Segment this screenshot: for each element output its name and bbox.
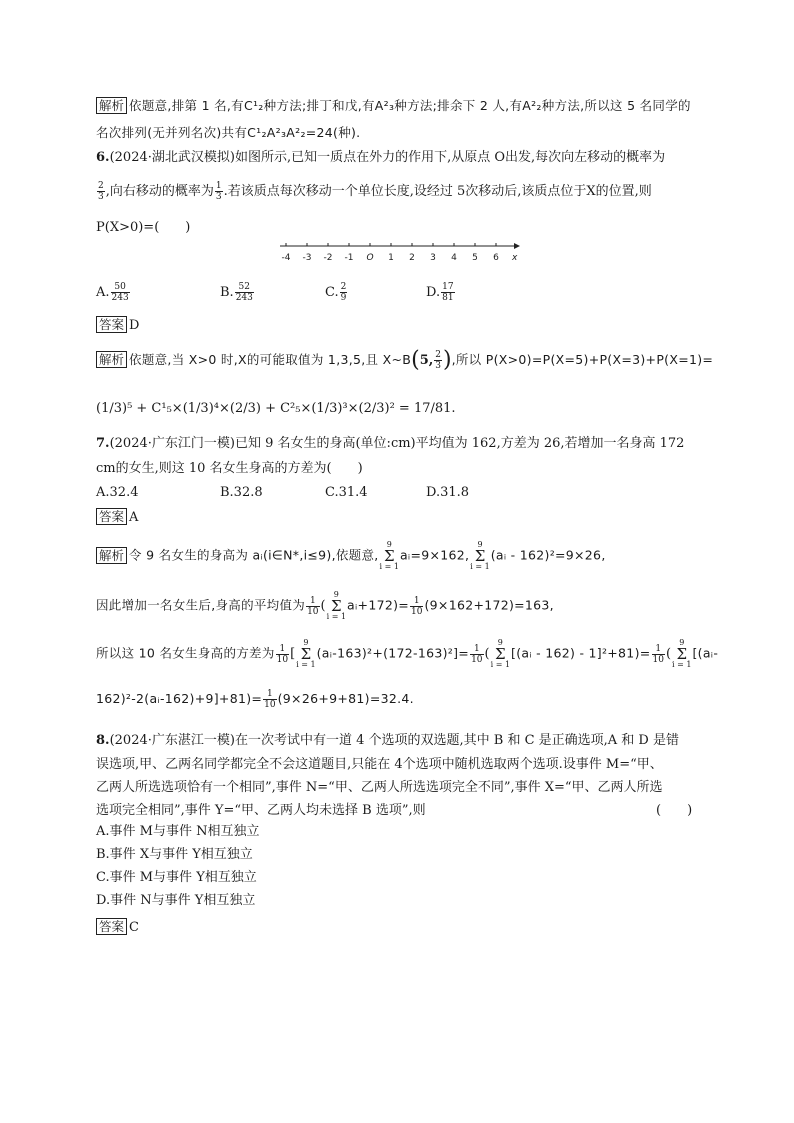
q7-source: (2024·广东江门一模): [109, 436, 235, 451]
q8-option: D.事件 N与事件 Y相互独立: [96, 893, 256, 908]
q7-stem-line1: 7.(2024·广东江门一模)已知 9 名女生的身高(单位:cm)平均值为 162,方差为 26,若增加一名身高 172: [96, 436, 685, 451]
solution-tag: 解析: [96, 97, 127, 114]
q7-answer-value: A: [129, 510, 139, 525]
number-line-figure: [276, 240, 526, 270]
tick-label: -4: [281, 253, 291, 263]
number-line-svg: [276, 240, 526, 270]
solution-tag: 解析: [96, 351, 127, 368]
q8-answer-value: C: [129, 920, 139, 935]
q8-answer-bracket: ( ): [656, 803, 693, 818]
q7-stem-line2: cm的女生,则这 10 名女生身高的方差为( ): [96, 461, 363, 476]
sum-symbol: 9 Σ i = 1: [490, 638, 511, 669]
q6-source: (2024·湖北武汉模拟): [109, 150, 235, 165]
tick-label: 5: [472, 253, 478, 263]
q6-option: D. $\frac{17}{81}$: [426, 282, 454, 303]
q8-stem-line2: 误选项,甲、乙两名同学都完全不会这道题目,只能在 4个选项中随机选取两个选项.设事件 M=“甲、: [96, 757, 663, 772]
sum-symbol: 9 Σ i = 1: [296, 638, 316, 669]
q8-source: (2024·广东湛江一模): [109, 733, 235, 748]
q5-solution-line1: 解析 依题意,排第 1 名,有C¹₂种方法;排丁和戊,有A²₃种方法;排余下 2 人,有A²₂种方法,所以这 5 名同学的: [96, 97, 691, 116]
sum-symbol: 9 Σ i = 1: [379, 540, 399, 571]
q8-stem-line4: 选项完全相同”,事件 Y=“甲、乙两人均未选择 B 选项”,则: [96, 803, 426, 818]
tick-label: -2: [323, 253, 333, 263]
answer-tag: 答案: [96, 508, 127, 525]
fraction: $\frac{2}{3}$: [98, 181, 104, 202]
q6-option: A. $\frac{50}{243}$: [96, 282, 129, 303]
q6-stem-line3: P(X>0)=( ): [96, 220, 191, 235]
q8-option: B.事件 X与事件 Y相互独立: [96, 847, 253, 862]
q6-solution-line1: 解析 依题意,当 X>0 时,X的可能取值为 1,3,5,且 X~B(5, $\frac{2}{3}$ ),所以 P(X>0)=P(X=5)+P(X=3)+P(X=1)=: [96, 350, 713, 371]
tick-label: 1: [388, 253, 394, 263]
sum-symbol: 9 Σ i = 1: [470, 540, 490, 571]
q7-solution-line2: 因此增加一名女生后,身高的平均值为 $\frac{1}{10}$ ( 9 Σ i = 1 aᵢ+172)= $\frac{1}{10}$ (9×162+172)=163,: [96, 590, 554, 621]
q7-solution-line4: 162)²-2(aᵢ-162)+9]+81)= $\frac{1}{10}$ (9×26+9+81)=32.4.: [96, 689, 414, 710]
q7-option: C.31.4: [325, 485, 368, 500]
q8-stem-line3: 乙两人所选选项恰有一个相同”,事件 N=“甲、乙两人所选选项完全不同”,事件 X=“甲、乙两人所选: [96, 780, 663, 795]
q8-stem-line1: 8.(2024·广东湛江一模)在一次考试中有一道 4 个选项的双选题,其中 B 和 C 是正确选项,A 和 D 是错: [96, 733, 679, 748]
tick-label: O: [366, 253, 374, 263]
q7-solution-line3: 所以这 10 名女生身高的方差为 $\frac{1}{10}$ [ 9 Σ i = 1 (aᵢ-163)²+(172-163)²]= $\frac{1}{10}$ ( 9 Σ i = 1 [(aᵢ - 162) - 1]²+81)= $\frac{1}{10}$ ( 9 Σ i = 1 [(aᵢ-: [96, 638, 719, 669]
sum-symbol: 9 Σ i = 1: [672, 638, 692, 669]
q6-option: B. $\frac{52}{243}$: [220, 282, 253, 303]
fraction: $\frac{2}{3}$: [435, 350, 442, 371]
tick-label: 2: [409, 253, 415, 263]
q7-answer: [96, 508, 138, 527]
q6-stem-line2: $\frac{2}{3}$ ,向右移动的概率为 $\frac{1}{3}$ .若该质点每次移动一个单位长度,设经过 5次移动后,该质点位于X的位置,则: [98, 181, 652, 202]
sum-symbol: 9 Σ i = 1: [326, 590, 347, 621]
tick-label: -3: [302, 253, 312, 263]
q6-option: C. $\frac{2}{9}$: [325, 282, 347, 303]
answer-tag: 答案: [96, 316, 127, 333]
tick-label: -1: [344, 253, 354, 263]
solution-tag: 解析: [96, 547, 127, 564]
q8-option: C.事件 M与事件 Y相互独立: [96, 870, 257, 885]
q8-answer: [96, 918, 139, 937]
tick-label: 4: [451, 253, 457, 263]
q7-solution-line1: 解析 令 9 名女生的身高为 aᵢ(i∈N*,i≤9),依题意, 9 Σ i = 1 aᵢ=9×162, 9 Σ i = 1 (aᵢ - 162)²=9×26,: [96, 541, 606, 571]
tick-label: 6: [493, 253, 499, 263]
q6-answer-value: D: [129, 318, 140, 333]
answer-tag: 答案: [96, 918, 127, 935]
q6-answer: [96, 316, 139, 335]
q6-solution-line2: (1/3)⁵ + C¹₅×(1/3)⁴×(2/3) + C²₅×(1/3)³×(2/3)² = 17/81.: [96, 401, 456, 416]
q6-stem-line1: 6.(2024·湖北武汉模拟)如图所示,已知一质点在外力的作用下,从原点 O出发,每次向左移动的概率为: [96, 150, 666, 165]
q8-option: A.事件 M与事件 N相互独立: [96, 824, 260, 839]
axis-x-label: x: [512, 253, 518, 263]
q7-option: D.31.8: [426, 485, 470, 500]
fraction: $\frac{1}{3}$: [215, 181, 222, 202]
tick-label: 3: [430, 253, 436, 263]
q5-solution-line2: 名次排列(无并列名次)共有C¹₂A²₃A²₂=24(种).: [96, 125, 361, 140]
q7-option: B.32.8: [220, 485, 263, 500]
q7-option: A.32.4: [96, 485, 139, 500]
